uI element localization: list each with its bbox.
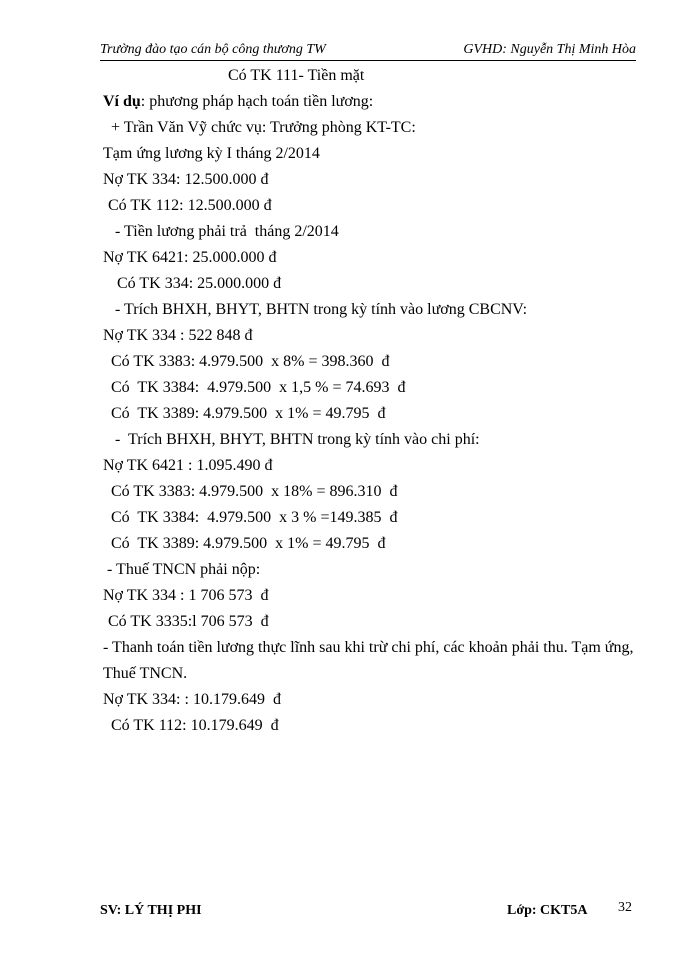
text-line: Nợ TK 334 : 1 706 573 đ — [103, 587, 269, 604]
page-footer — [100, 901, 636, 921]
text-line: - Trích BHXH, BHYT, BHTN trong kỳ tính vào lương CBCNV: — [115, 301, 528, 318]
text-line: - Thuế TNCN phải nộp: — [103, 561, 261, 578]
text-paragraph: - Thanh toán tiền lương thực lĩnh sau khi trừ chi phí, các khoản phải thu. Tạm ứng, Thuế TNCN. — [103, 639, 634, 682]
text-line: + Trần Văn Vỹ chức vụ: Trưởng phòng KT-TC: — [111, 119, 416, 136]
page-header — [100, 40, 636, 61]
footer-class: Lớp: CKT5A — [507, 903, 588, 918]
text-line: Có TK 3335:l 706 573 đ — [108, 613, 269, 630]
text-line: Nợ TK 334: : 10.179.649 đ — [103, 691, 281, 708]
text-line: Nợ TK 6421 : 1.095.490 đ — [103, 457, 273, 474]
header-school: Trường đào tạo cán bộ công thương TW — [100, 42, 326, 57]
text-line: Có TK 3389: 4.979.500 x 1% = 49.795 đ — [111, 535, 386, 552]
text-line: Có TK 112: 12.500.000 đ — [108, 197, 272, 214]
text-line: Có TK 334: 25.000.000 đ — [117, 275, 282, 292]
document-body — [103, 63, 643, 739]
page-number: 32 — [618, 900, 632, 915]
text-line: Có TK 3384: 4.979.500 x 1,5 % = 74.693 đ — [111, 379, 406, 396]
section-title: Có TK 111- Tiền mặt — [228, 67, 365, 84]
text-line: Nợ TK 334 : 522 848 đ — [103, 327, 253, 344]
text-line: Nợ TK 6421: 25.000.000 đ — [103, 249, 277, 266]
text-line: Có TK 112: 10.179.649 đ — [111, 717, 279, 734]
text-line: Tạm ứng lương kỳ I tháng 2/2014 — [103, 145, 320, 162]
text-line: Có TK 3384: 4.979.500 x 3 % =149.385 đ — [111, 509, 398, 526]
footer-student: SV: LÝ THỊ PHI — [100, 903, 202, 918]
text-line: - Trích BHXH, BHYT, BHTN trong kỳ tính vào chi phí: — [115, 431, 480, 448]
text-line: Nợ TK 334: 12.500.000 đ — [103, 171, 269, 188]
header-instructor: GVHD: Nguyễn Thị Minh Hòa — [463, 42, 636, 57]
text-line: Có TK 3389: 4.979.500 x 1% = 49.795 đ — [111, 405, 386, 422]
example-heading: Ví dụ: phương pháp hạch toán tiền lương: — [103, 93, 374, 110]
text-line: Có TK 3383: 4.979.500 x 8% = 398.360 đ — [111, 353, 390, 370]
text-line: Có TK 3383: 4.979.500 x 18% = 896.310 đ — [111, 483, 398, 500]
text-line: - Tiền lương phải trả tháng 2/2014 — [115, 223, 339, 240]
